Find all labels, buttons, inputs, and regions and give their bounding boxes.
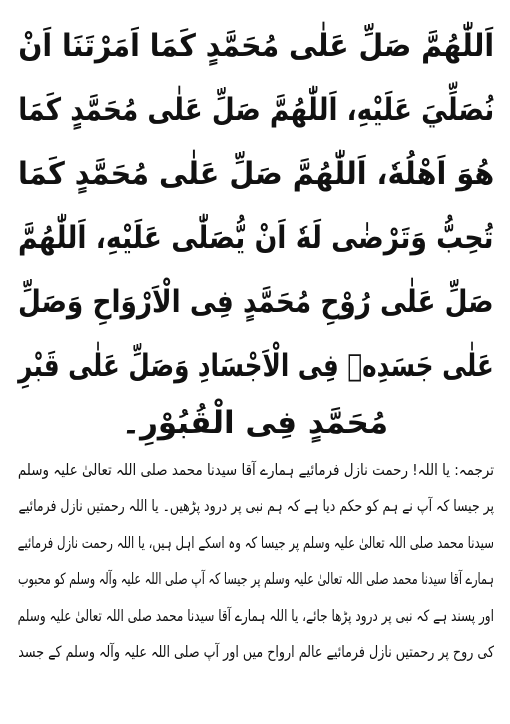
arabic-line-text: عَلٰى جَسَدِهٖ فِى الْاَجْسَادِ وَصَلِّ عَلٰى قَبْرِ: [18, 347, 494, 384]
urdu-line: [16, 489, 494, 526]
urdu-translation: [16, 452, 494, 671]
urdu-line-text: سیدنا محمد صلی اللہ تعالیٰ علیہ وسلم پر جیسا کہ وہ اسکے اہل ہیں، یا اللہ رحمت نازل فرمائیے: [17, 533, 494, 552]
arabic-line-text: نُصَلِّيَ عَلَيْهِ، اَللّٰهُمَّ صَلِّ عَلٰى مُحَمَّدٍ كَمَا: [18, 91, 494, 128]
urdu-line: [16, 598, 494, 635]
arabic-line-text: مُحَمَّدٍ فِى الْقُبُوْرِ۔: [121, 404, 389, 441]
urdu-line-text: ترجمہ: یا اللہ! رحمت نازل فرمائیے ہمارے آقا سیدنا محمد صلی اللہ تعالیٰ علیہ وسلم: [17, 460, 494, 479]
urdu-line: [16, 635, 494, 672]
urdu-line: [16, 525, 494, 562]
arabic-line-text: تُحِبُّ وَتَرْضٰى لَهٗ اَنْ يُّصَلّٰى عَلَيْهِ، اَللّٰهُمَّ: [18, 219, 494, 256]
arabic-line: [16, 14, 494, 78]
urdu-line: [16, 562, 494, 599]
urdu-line: [16, 452, 494, 489]
arabic-durood-text: [16, 14, 494, 448]
arabic-line: [16, 142, 494, 206]
urdu-line-text: ہمارے آقا سیدنا محمد صلی اللہ تعالیٰ علیہ وسلم پر جیسا کہ آپ صلی اللہ علیہ وآلہ وسلم کو محبوب: [17, 570, 494, 588]
arabic-line-text: صَلِّ عَلٰى رُوْحِ مُحَمَّدٍ فِى الْاَرْوَاحِ وَصَلِّ: [18, 283, 494, 320]
arabic-line: [16, 206, 494, 270]
urdu-line-text: کی روح پر رحمتیں نازل فرمائیے عالم ارواح میں اور آپ صلی اللہ علیہ وآلہ وسلم کے جسد: [18, 643, 494, 661]
arabic-line: [16, 78, 494, 142]
arabic-line: [16, 334, 494, 398]
arabic-line-text: اَللّٰهُمَّ صَلِّ عَلٰى مُحَمَّدٍ كَمَا اَمَرْتَنَا اَنْ: [18, 27, 494, 64]
arabic-line-text: هُوَ اَهْلُهٗ، اَللّٰهُمَّ صَلِّ عَلٰى مُحَمَّدٍ كَمَا: [17, 155, 494, 192]
arabic-line: [16, 398, 494, 448]
urdu-line-text: پر جیسا کہ آپ نے ہم کو حکم دیا ہے کہ ہم نبی پر درود پڑھیں۔ یا اللہ رحمتیں نازل فرمائیے: [18, 497, 494, 515]
arabic-line: [16, 270, 494, 334]
urdu-line-text: اور پسند ہے کہ نبی پر درود پڑھا جائے، یا اللہ ہمارے آقا سیدنا محمد صلی اللہ تعالیٰ علیہ وسلم: [17, 606, 494, 625]
